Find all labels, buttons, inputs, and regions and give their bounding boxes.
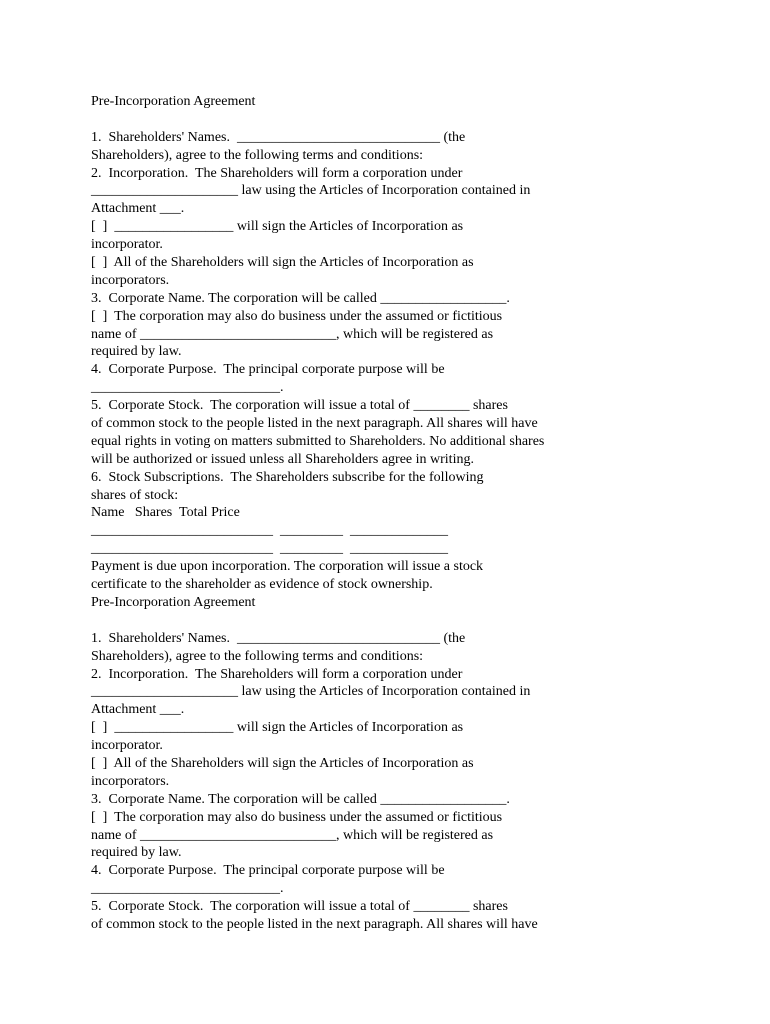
document-title: Pre-Incorporation Agreement <box>91 594 256 610</box>
text-line: 4. Corporate Purpose. The principal corporate purpose will be <box>91 863 445 879</box>
text-line: Shareholders), agree to the following terms and conditions: <box>91 147 424 163</box>
text-line: Name Shares Total Price <box>91 505 240 521</box>
text-line: 3. Corporate Name. The corporation will be called __________________. <box>91 290 510 306</box>
text-line: [ ] All of the Shareholders will sign the Articles of Incorporation as <box>91 755 474 771</box>
text-line: name of ____________________________, which will be registered as <box>91 827 494 843</box>
text-line: [ ] _________________ will sign the Articles of Incorporation as <box>91 219 464 235</box>
text-line: incorporator. <box>91 738 163 754</box>
document-page <box>91 93 731 934</box>
text-line: of common stock to the people listed in the next paragraph. All shares will have <box>91 416 538 432</box>
text-line: _____________________ law using the Articles of Incorporation contained in <box>91 183 531 199</box>
text-line: certificate to the shareholder as evidence of stock ownership. <box>91 577 433 593</box>
text-line: [ ] The corporation may also do business under the assumed or fictitious <box>91 308 503 324</box>
text-line: Attachment ___. <box>91 201 185 217</box>
text-line: required by law. <box>91 344 182 360</box>
text-line: Payment is due upon incorporation. The corporation will issue a stock <box>91 559 484 575</box>
text-line: ___________________________. <box>91 380 284 396</box>
text-line: shares of stock: <box>91 487 179 503</box>
text-line: incorporators. <box>91 272 170 288</box>
blank-line <box>91 612 731 630</box>
text-line: required by law. <box>91 845 182 861</box>
text-line: 4. Corporate Purpose. The principal corporate purpose will be <box>91 362 445 378</box>
text-line: 2. Incorporation. The Shareholders will form a corporation under <box>91 666 463 682</box>
text-line: of common stock to the people listed in the next paragraph. All shares will have <box>91 916 538 932</box>
text-line: will be authorized or issued unless all Shareholders agree in writing. <box>91 451 474 467</box>
blank-line <box>91 111 731 129</box>
text-line: 1. Shareholders' Names. _____________________________ (the <box>91 129 466 145</box>
text-line: 3. Corporate Name. The corporation will be called __________________. <box>91 791 510 807</box>
text-line: [ ] The corporation may also do business under the assumed or fictitious <box>91 809 503 825</box>
text-line: _____________________ law using the Articles of Incorporation contained in <box>91 684 531 700</box>
text-line: equal rights in voting on matters submitted to Shareholders. No additional shares <box>91 433 545 449</box>
text-line: incorporators. <box>91 773 170 789</box>
text-line: [ ] All of the Shareholders will sign the Articles of Incorporation as <box>91 255 474 271</box>
text-line: 2. Incorporation. The Shareholders will form a corporation under <box>91 165 463 181</box>
text-line: __________________________ _________ ______________ <box>91 523 448 539</box>
text-line: 5. Corporate Stock. The corporation will issue a total of ________ shares <box>91 899 508 915</box>
text-line: 6. Stock Subscriptions. The Shareholders subscribe for the following <box>91 469 484 485</box>
text-line: 1. Shareholders' Names. _____________________________ (the <box>91 630 466 646</box>
text-line: Shareholders), agree to the following terms and conditions: <box>91 648 424 664</box>
text-line: [ ] _________________ will sign the Articles of Incorporation as <box>91 720 464 736</box>
text-line: name of ____________________________, which will be registered as <box>91 326 494 342</box>
text-line: ___________________________. <box>91 881 284 897</box>
text-line: incorporator. <box>91 237 163 253</box>
document-title: Pre-Incorporation Agreement <box>91 94 256 109</box>
text-line: 5. Corporate Stock. The corporation will issue a total of ________ shares <box>91 398 508 414</box>
text-line: Attachment ___. <box>91 702 185 718</box>
text-line: __________________________ _________ ______________ <box>91 541 448 557</box>
